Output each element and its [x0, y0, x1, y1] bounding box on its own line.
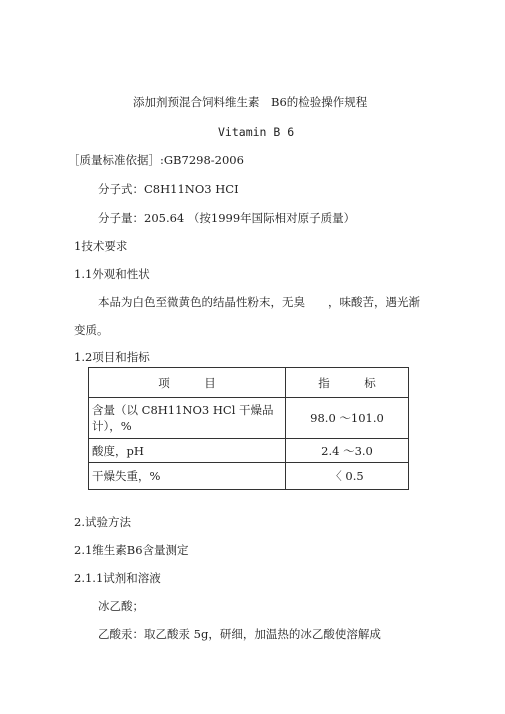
reagent-mercuric-acetate: 乙酸汞：取乙酸汞 5g，研细，加温热的冰乙酸使溶解成 — [98, 627, 381, 641]
molecular-weight: 分子量：205.64 （按1999年国际相对原子质量） — [98, 211, 356, 225]
section-2-1-1-heading: 2.1.1试剂和溶液 — [74, 571, 161, 585]
section-1-heading: 1技术要求 — [74, 239, 128, 253]
row-spec: 98.0 ～101.0 — [286, 398, 409, 439]
section-1-2-heading: 1.2项目和指标 — [74, 350, 150, 364]
row-spec: 2.4 ～3.0 — [286, 439, 409, 463]
header-item: 项 目 — [89, 368, 286, 398]
section-1-1-heading: 1.1外观和性状 — [74, 267, 150, 281]
document-title: 添加剂预混合饲料维生素 B6的检验操作规程 — [133, 95, 368, 109]
row-item: 干燥失重，% — [89, 463, 286, 490]
spec-table — [88, 367, 409, 490]
table-header-row — [89, 368, 409, 398]
table-row — [89, 439, 409, 463]
row-item-line2: 计），% — [92, 419, 132, 433]
standard-reference: ［质量标准依据］:GB7298-2006 — [68, 153, 244, 167]
formula-label: 分子式： — [98, 182, 144, 196]
table-row — [89, 398, 409, 439]
section-2-1-heading: 2.1维生素B6含量测定 — [74, 543, 189, 557]
reagent-glacial-acetic-acid: 冰乙酸； — [98, 599, 144, 613]
table-row — [89, 463, 409, 490]
formula-value: C8H11NO3 HCI — [144, 182, 239, 196]
header-spec: 指 标 — [286, 368, 409, 398]
document-subtitle: Vitamin B 6 — [218, 125, 295, 139]
appearance-description-line1: 本品为白色至微黄色的结晶性粉末，无臭 ，味酸苦，遇光渐 — [98, 295, 420, 309]
row-item — [89, 398, 286, 439]
section-2-heading: 2.试验方法 — [74, 515, 131, 529]
molecular-formula — [98, 181, 239, 197]
row-item: 酸度，pH — [89, 439, 286, 463]
row-item-line1: 含量（以 C8H11NO3 HCl 干燥品 — [92, 403, 274, 417]
row-spec: 〈 0.5 — [286, 463, 409, 490]
appearance-description-line2: 变质。 — [74, 323, 109, 337]
